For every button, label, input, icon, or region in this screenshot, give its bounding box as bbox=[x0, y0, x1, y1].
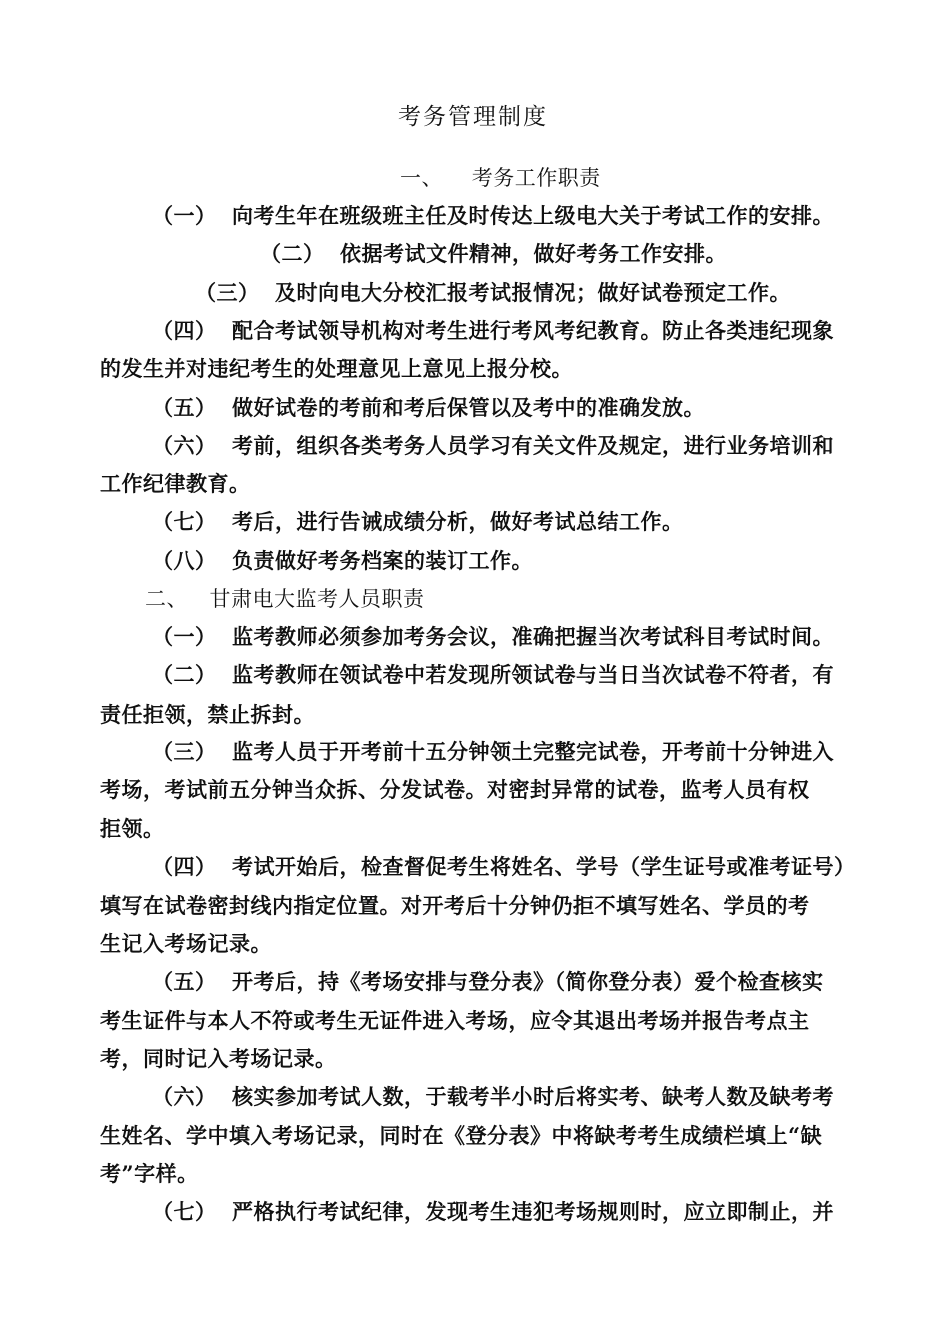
item-text: 考后，进行告诫成绩分析，做好考试总结工作。 bbox=[232, 509, 684, 534]
item-text: 做好试卷的考前和考后保管以及考中的准确发放。 bbox=[232, 395, 705, 420]
paragraph-line bbox=[152, 546, 533, 576]
paragraph-line bbox=[152, 393, 705, 423]
paragraph-line: 责任拒领，禁止拆封。 bbox=[100, 702, 315, 727]
item-text: 监考教师在领试卷中若发现所领试卷与当日当次试卷不符者，有 bbox=[232, 662, 834, 687]
item-number: （六） bbox=[152, 1084, 217, 1109]
paragraph-line bbox=[152, 852, 856, 882]
section-number: 一、 bbox=[400, 166, 443, 190]
paragraph-line: 考”字样。 bbox=[100, 1161, 199, 1186]
item-text: 负责做好考务档案的装订工作。 bbox=[232, 548, 533, 573]
item-text: 依据考试文件精神，做好考务工作安排。 bbox=[340, 241, 727, 266]
section-number: 二、 bbox=[145, 587, 188, 611]
paragraph-line: 生记入考场记录。 bbox=[100, 931, 272, 956]
paragraph-line: 拒领。 bbox=[100, 816, 165, 841]
item-text: 及时向电大分校汇报考试报情况；做好试卷预定工作。 bbox=[275, 280, 791, 305]
paragraph-line: 生姓名、学中填入考场记录，同时在《登分表》中将缺考考生成绩栏填上“缺 bbox=[100, 1123, 823, 1148]
page-title: 考务管理制度 bbox=[398, 104, 548, 130]
item-number: （五） bbox=[152, 395, 217, 420]
item-number: （六） bbox=[152, 433, 217, 458]
item-text: 向考生年在班级班主任及时传达上级电大关于考试工作的安排。 bbox=[232, 203, 834, 228]
item-text: 考前，组织各类考务人员学习有关文件及规定，进行业务培训和 bbox=[232, 433, 834, 458]
item-number: （四） bbox=[152, 854, 217, 879]
paragraph-line: 考，同时记入考场记录。 bbox=[100, 1046, 337, 1071]
item-number: （八） bbox=[152, 548, 217, 573]
item-number: （一） bbox=[152, 203, 217, 228]
item-text: 核实参加考试人数，于载考半小时后将实考、缺考人数及缺考考 bbox=[232, 1084, 834, 1109]
paragraph-line bbox=[195, 278, 791, 308]
section-title: 甘肃电大监考人员职责 bbox=[209, 587, 425, 611]
item-number: （二） bbox=[260, 241, 325, 266]
paragraph-line bbox=[152, 507, 684, 537]
paragraph-line bbox=[152, 431, 834, 461]
paragraph-line bbox=[260, 239, 727, 269]
section-heading-1 bbox=[400, 163, 601, 193]
item-number: （一） bbox=[152, 624, 217, 649]
item-number: （七） bbox=[152, 1199, 217, 1224]
paragraph-line: 工作纪律教育。 bbox=[100, 471, 251, 496]
paragraph-line bbox=[152, 1082, 834, 1112]
paragraph-line bbox=[152, 316, 834, 346]
paragraph-line bbox=[152, 967, 824, 997]
paragraph-line bbox=[152, 622, 834, 652]
item-text: 严格执行考试纪律，发现考生违犯考场规则时，应立即制止，并 bbox=[232, 1199, 834, 1224]
paragraph-line bbox=[152, 1197, 834, 1227]
paragraph-line: 填写在试卷密封线内指定位置。对开考后十分钟仍拒不填写姓名、学员的考 bbox=[100, 893, 810, 918]
item-text: 配合考试领导机构对考生进行考风考纪教育。防止各类违纪现象 bbox=[232, 318, 834, 343]
paragraph-line: 的发生并对违纪考生的处理意见上意见上报分校。 bbox=[100, 356, 573, 381]
paragraph-line: 考生证件与本人不符或考生无证件进入考场，应令其退出考场并报告考点主 bbox=[100, 1008, 810, 1033]
section-heading-2 bbox=[145, 584, 425, 614]
item-text: 开考后，持《考场安排与登分表》（简你登分表）爱个检查核实 bbox=[232, 969, 824, 994]
item-text: 监考人员于开考前十五分钟领土完整完试卷，开考前十分钟进入 bbox=[232, 739, 834, 764]
item-text: 监考教师必须参加考务会议，准确把握当次考试科目考试时间。 bbox=[232, 624, 834, 649]
item-number: （四） bbox=[152, 318, 217, 343]
paragraph-line: 考场，考试前五分钟当众拆、分发试卷。对密封异常的试卷，监考人员有权 bbox=[100, 777, 810, 802]
item-number: （五） bbox=[152, 969, 217, 994]
item-number: （二） bbox=[152, 662, 217, 687]
item-number: （三） bbox=[152, 739, 217, 764]
item-text: 考试开始后，检查督促考生将姓名、学号（学生证号或准考证号） bbox=[232, 854, 856, 879]
paragraph-line bbox=[152, 201, 834, 231]
item-number: （七） bbox=[152, 509, 217, 534]
section-title: 考务工作职责 bbox=[471, 166, 601, 190]
item-number: （三） bbox=[195, 280, 260, 305]
paragraph-line bbox=[152, 737, 834, 767]
paragraph-line bbox=[152, 660, 834, 690]
